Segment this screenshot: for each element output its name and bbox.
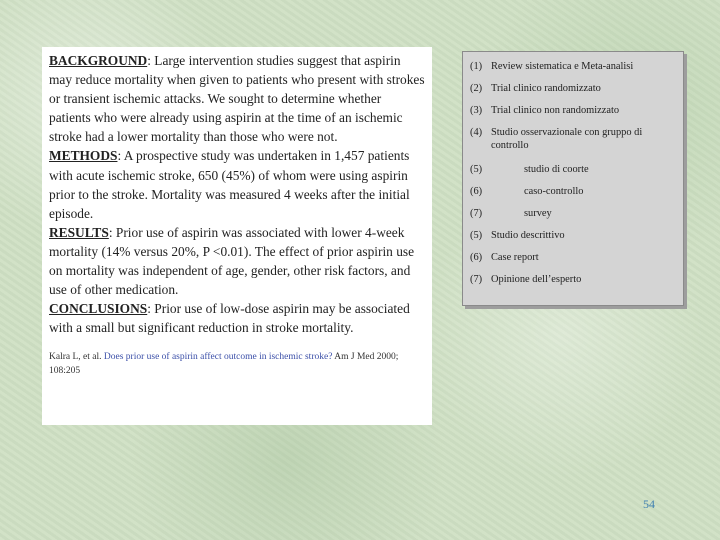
study-type-label: Studio osservazionale con gruppo di controllo xyxy=(491,127,643,151)
abstract-text xyxy=(49,51,426,337)
study-type-number: (3) xyxy=(470,105,483,116)
study-type-label: Case report xyxy=(491,252,539,263)
study-type-label: caso-controllo xyxy=(524,186,584,197)
study-types-panel xyxy=(462,51,684,306)
study-type-label: Trial clinico non randomizzato xyxy=(491,105,620,116)
study-type-item xyxy=(470,82,677,104)
background-text: : Large intervention studies suggest that aspirin may reduce mortality when given to patients who present with strokes or transient ischemic attacks. We sought to determine whether patients who were already using aspirin at the time of an ischemic stroke had a lower mortality than those who were not. xyxy=(49,53,425,145)
study-type-label: Studio descrittivo xyxy=(491,230,565,241)
study-type-number: (5) xyxy=(470,230,483,241)
study-type-label: Opinione dell’esperto xyxy=(491,274,582,285)
citation-source: Am J Med 2000; 108:205 xyxy=(49,352,399,377)
study-type-subitem xyxy=(470,185,677,207)
methods-heading: METHODS xyxy=(49,148,118,164)
study-type-label: survey xyxy=(524,208,552,219)
study-type-label: studio di coorte xyxy=(524,164,589,175)
study-type-item xyxy=(470,229,677,251)
citation-title-link[interactable]: Does prior use of aspirin affect outcome in ischemic stroke? xyxy=(103,352,333,363)
study-type-number: (5) xyxy=(470,164,483,175)
study-type-number: (2) xyxy=(470,83,483,94)
study-type-number: (7) xyxy=(470,274,483,285)
abstract-panel xyxy=(42,47,432,425)
study-type-number: (4) xyxy=(470,127,483,138)
results-text: : Prior use of aspirin was associated with lower 4-week mortality (14% versus 20%, P <0.01). The effect of prior aspirin use on mortality was independent of age, gender, other risk factors, and use of other medication. xyxy=(49,224,415,298)
background-heading: BACKGROUND xyxy=(49,53,148,68)
study-type-item xyxy=(470,273,677,295)
methods-text: : A prospective study was undertaken in 1,457 patients with acute ischemic stroke, 650 (45%) of whom were using aspirin prior to the stroke. Mortality was measured 4 weeks after the initial episode. xyxy=(49,148,410,221)
citation-authors: Kalra L, et al. xyxy=(49,352,102,363)
study-type-label: Review sistematica e Meta-analisi xyxy=(491,61,634,72)
study-type-subitem xyxy=(470,207,677,229)
study-type-number: (1) xyxy=(470,61,483,72)
study-type-item xyxy=(470,104,677,126)
conclusions-text: : Prior use of low-dose aspirin may be associated with a small but significant reduction in stroke mortality. xyxy=(49,301,410,336)
study-type-number: (6) xyxy=(470,186,483,197)
study-type-item xyxy=(470,251,677,273)
study-type-label: Trial clinico randomizzato xyxy=(491,83,601,94)
study-type-number: (6) xyxy=(470,252,483,263)
study-type-item xyxy=(470,126,677,163)
citation xyxy=(49,350,426,378)
page-number: 54 xyxy=(643,497,655,511)
study-type-subitem xyxy=(470,163,677,185)
results-heading: RESULTS xyxy=(49,224,109,240)
conclusions-heading: CONCLUSIONS xyxy=(49,301,148,317)
study-type-number: (7) xyxy=(470,208,483,219)
study-type-item xyxy=(470,60,677,82)
